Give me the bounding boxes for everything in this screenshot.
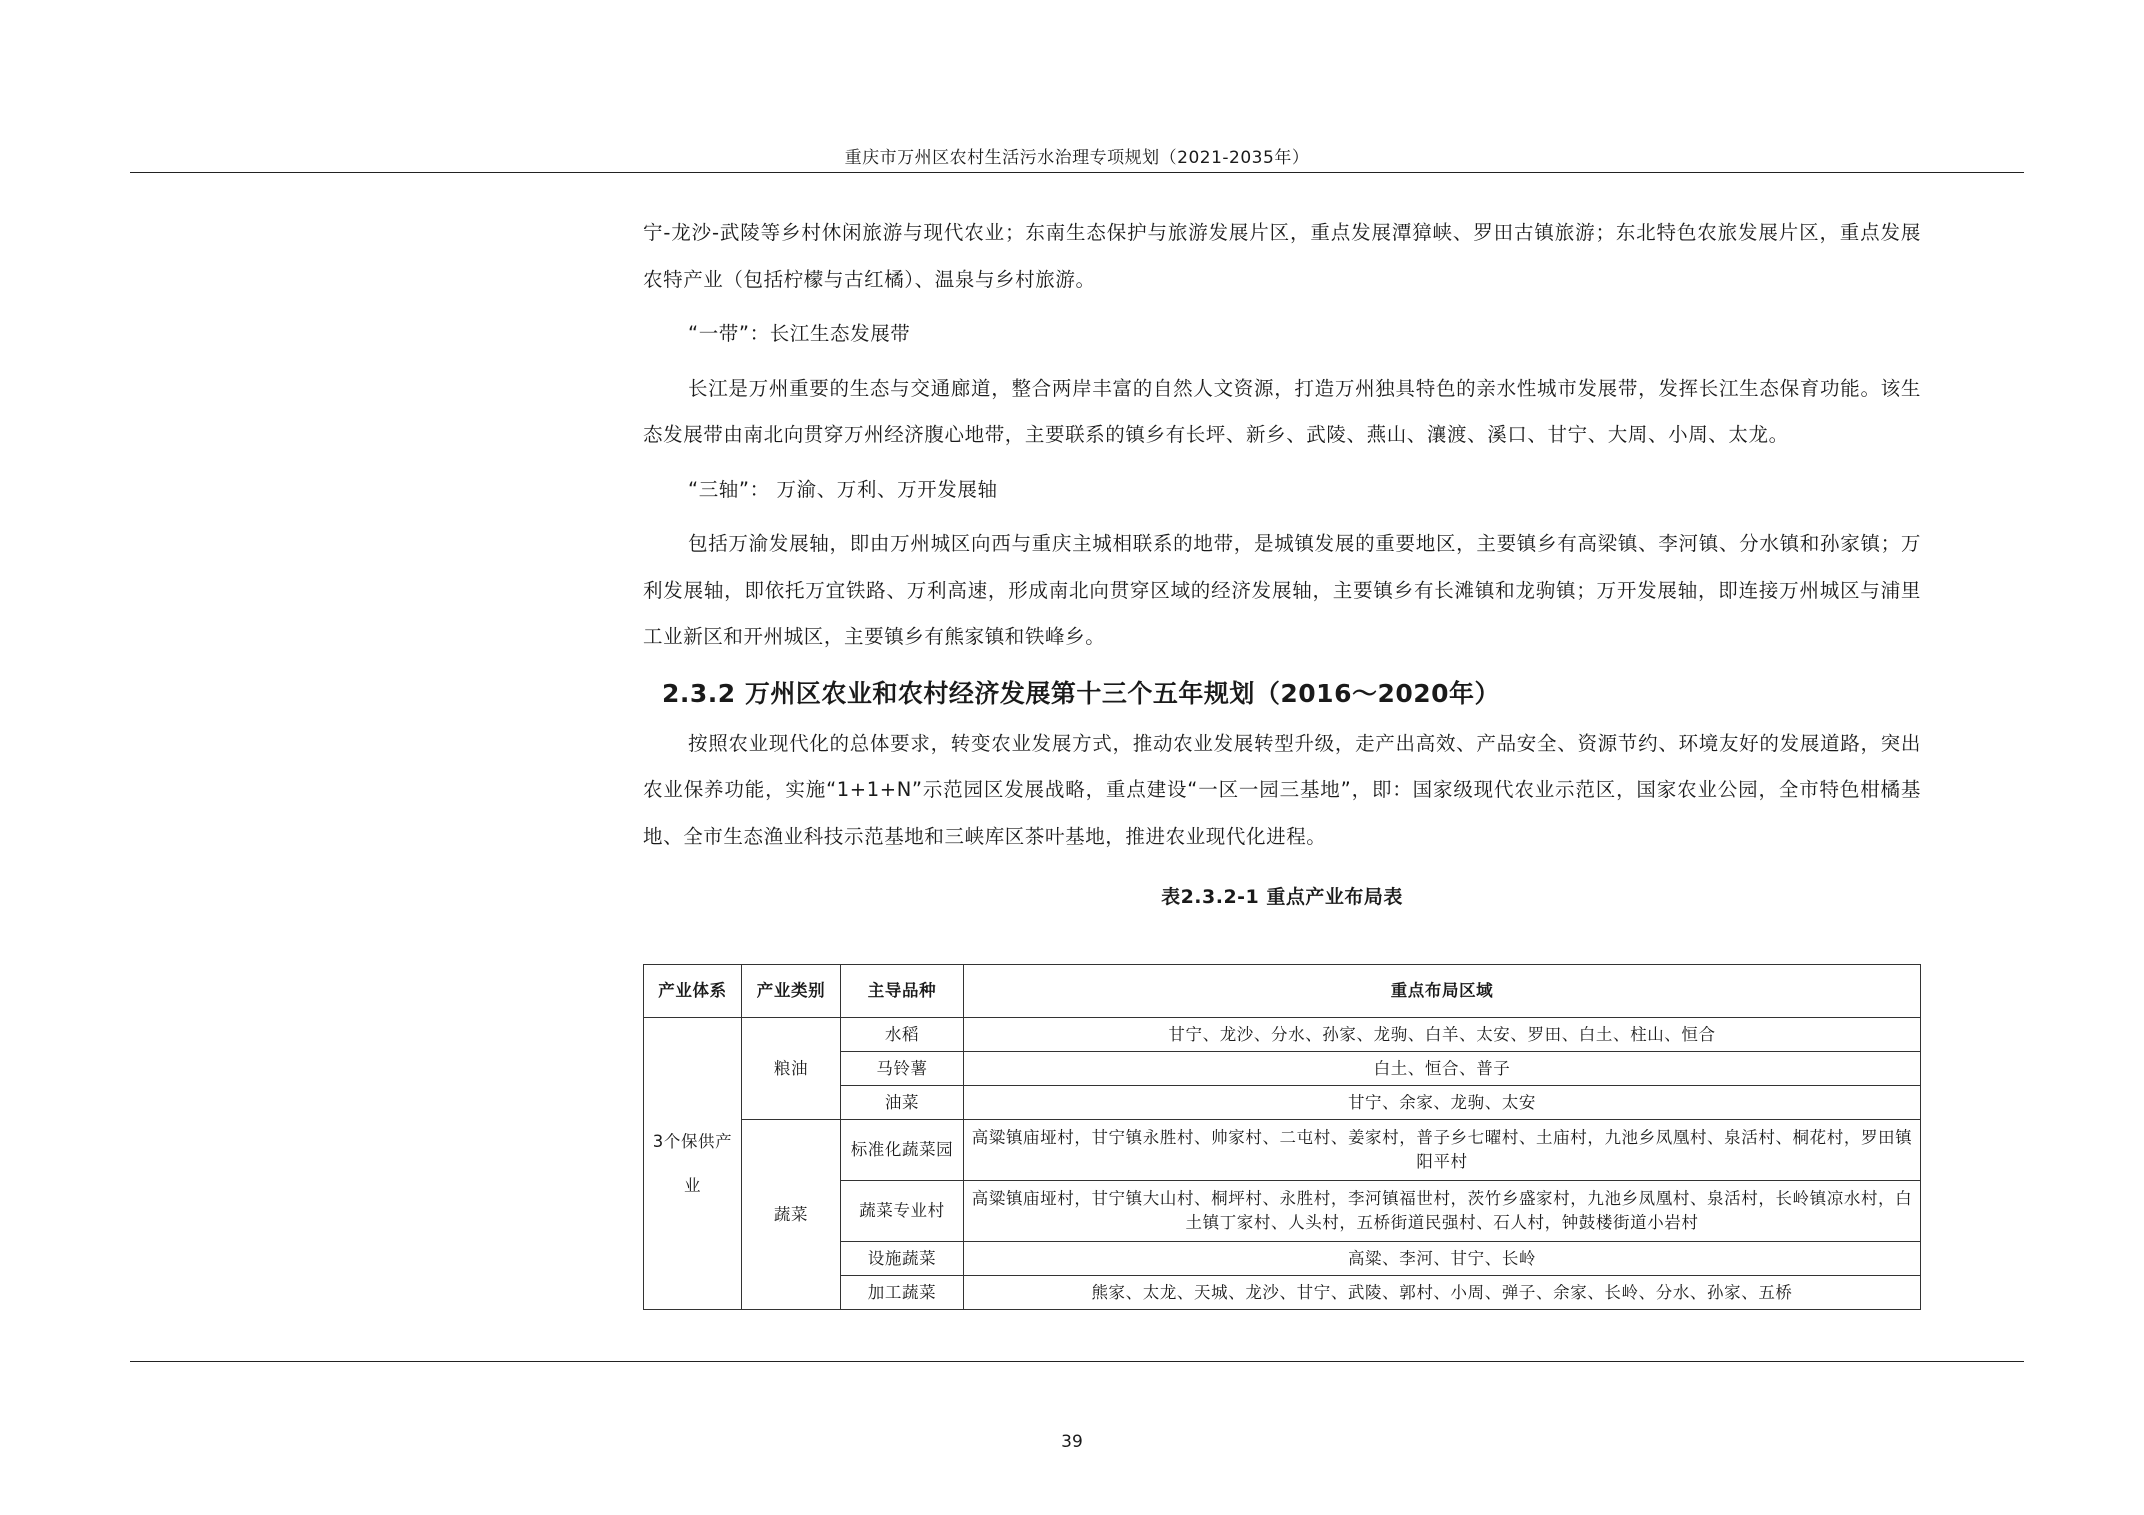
paragraph-continuation: 宁-龙沙-武陵等乡村休闲旅游与现代农业；东南生态保护与旅游发展片区，重点发展潭獐峡、罗田古镇旅游；东北特色农旅发展片区，重点发展农特产业（包括柠檬与古红橘）、温泉与乡村旅游。	[643, 221, 1921, 291]
category-cell: 蔬菜	[742, 1120, 841, 1310]
area-cell: 高粱镇庙垭村，甘宁镇永胜村、帅家村、二屯村、姜家村，普子乡七曜村、土庙村，九池乡凤凰村、泉活村、桐花村，罗田镇阳平村	[964, 1120, 1921, 1181]
area-cell: 白土、恒合、普子	[964, 1052, 1921, 1086]
header-main-variety: 主导品种	[841, 965, 964, 1018]
variety-cell: 油菜	[841, 1086, 964, 1120]
area-cell: 甘宁、余家、龙驹、太安	[964, 1086, 1921, 1120]
document-body	[643, 210, 1921, 910]
paragraph-one-belt: 长江是万州重要的生态与交通廊道，整合两岸丰富的自然人文资源，打造万州独具特色的亲水性城市发展带，发挥长江生态保育功能。该生态发展带由南北向贯穿万州经济腹心地带，主要联系的镇乡有长坪、新乡、武陵、燕山、瀼渡、溪口、甘宁、大周、小周、太龙。	[643, 376, 1921, 446]
area-cell: 熊家、太龙、天城、龙沙、甘宁、武陵、郭村、小周、弹子、余家、长岭、分水、孙家、五桥	[964, 1276, 1921, 1310]
table-caption: 表2.3.2-1 重点产业布局表	[1161, 886, 1403, 908]
table-row	[644, 1018, 1921, 1052]
variety-cell: 蔬菜专业村	[841, 1181, 964, 1242]
subheading-three-axes: “三轴”： 万渝、万利、万开发展轴	[688, 477, 998, 501]
subheading-one-belt: “一带”：长江生态发展带	[688, 322, 911, 345]
industry-layout-table	[643, 964, 1921, 1310]
variety-cell: 加工蔬菜	[841, 1276, 964, 1310]
area-cell: 高粱镇庙垭村，甘宁镇大山村、桐坪村、永胜村，李河镇福世村，茨竹乡盛家村，九池乡凤凰村、泉活村，长岭镇凉水村，白土镇丁家村、人头村，五桥街道民强村、石人村，钟鼓楼街道小岩村	[964, 1181, 1921, 1242]
variety-cell: 设施蔬菜	[841, 1242, 964, 1276]
footer-rule	[130, 1361, 2024, 1362]
header-key-layout-area: 重点布局区域	[964, 965, 1921, 1018]
running-header-title: 重庆市万州区农村生活污水治理专项规划（2021-2035年）	[844, 148, 1310, 168]
variety-cell: 水稻	[841, 1018, 964, 1052]
header-industry-system: 产业体系	[644, 965, 742, 1018]
table-row	[644, 1120, 1921, 1181]
category-cell: 粮油	[742, 1018, 841, 1120]
area-cell: 高粱、李河、甘宁、长岭	[964, 1242, 1921, 1276]
table-header-row	[644, 965, 1921, 1018]
industry-system-cell: 3个保供产业	[644, 1018, 742, 1310]
paragraph-three-axes: 包括万渝发展轴，即由万州城区向西与重庆主城相联系的地带，是城镇发展的重要地区，主要镇乡有高梁镇、李河镇、分水镇和孙家镇；万利发展轴，即依托万宜铁路、万利高速，形成南北向贯穿区域的经济发展轴，主要镇乡有长滩镇和龙驹镇；万开发展轴，即连接万州城区与浦里工业新区和开州城区，主要镇乡有熊家镇和铁峰乡。	[643, 532, 1921, 648]
section-heading-2-3-2: 2.3.2 万州区农业和农村经济发展第十三个五年规划（2016～2020年）	[662, 678, 1501, 708]
page-number: 39	[1061, 1432, 1083, 1452]
paragraph-agriculture-plan: 按照农业现代化的总体要求，转变农业发展方式，推动农业发展转型升级，走产出高效、产品安全、资源节约、环境友好的发展道路，突出农业保养功能，实施“1+1+N”示范园区发展战略，重点建设“一区一园三基地”，即：国家级现代农业示范区，国家农业公园，全市特色柑橘基地、全市生态渔业科技示范基地和三峡库区茶叶基地，推进农业现代化进程。	[643, 731, 1921, 848]
area-cell: 甘宁、龙沙、分水、孙家、龙驹、白羊、太安、罗田、白土、柱山、恒合	[964, 1018, 1921, 1052]
header-industry-category: 产业类别	[742, 965, 841, 1018]
variety-cell: 标准化蔬菜园	[841, 1120, 964, 1181]
header-rule	[130, 172, 2024, 173]
variety-cell: 马铃薯	[841, 1052, 964, 1086]
